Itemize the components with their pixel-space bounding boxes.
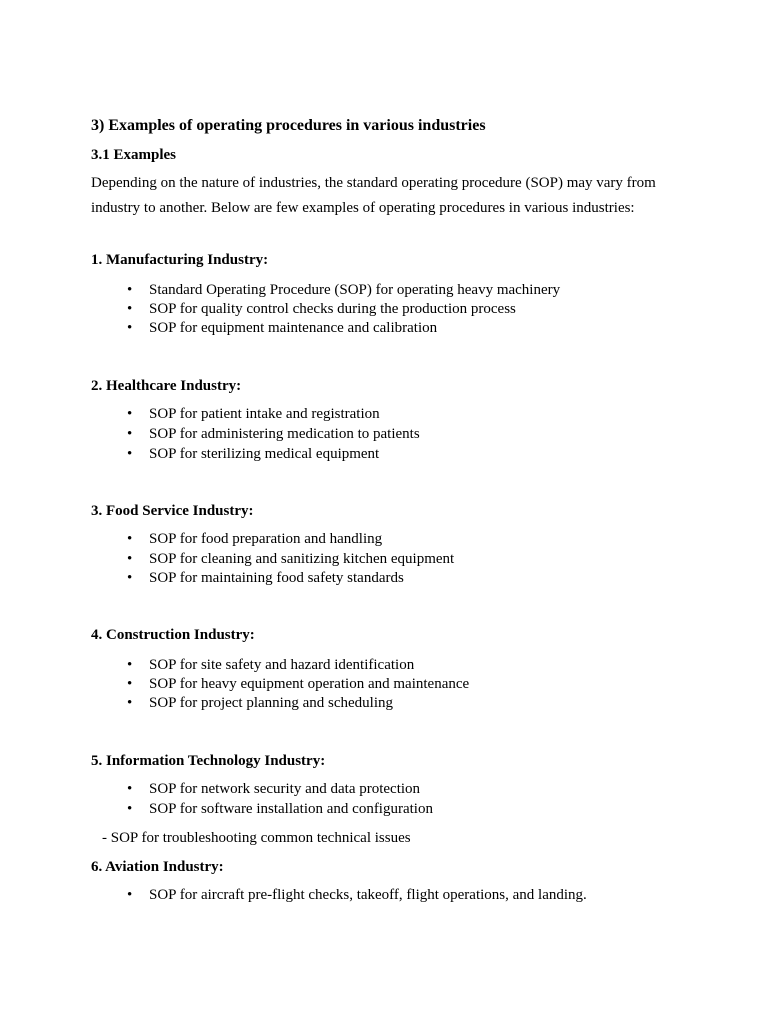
document-title: 3) Examples of operating procedures in various industries [91,117,486,134]
section-heading: 1. Manufacturing Industry: [91,252,269,268]
list-item: SOP for site safety and hazard identification [149,657,415,673]
list-item: SOP for cleaning and sanitizing kitchen equipment [149,551,455,567]
bullet-icon: • [127,801,133,817]
bullet-icon: • [127,282,133,298]
section-heading: 2. Healthcare Industry: [91,378,242,394]
list-item: SOP for maintaining food safety standards [149,570,404,586]
bullet-icon: • [127,426,133,442]
section-heading: 6. Aviation Industry: [91,859,224,875]
list-item: SOP for software installation and configuration [149,801,433,817]
bullet-icon: • [127,695,133,711]
list-item: SOP for administering medication to patients [149,426,420,442]
section-heading: 5. Information Technology Industry: [91,753,326,769]
list-item: SOP for aircraft pre-flight checks, takeoff, flight operations, and landing. [149,887,587,903]
bullet-icon: • [127,781,133,797]
bullet-icon: • [127,406,133,422]
list-item: SOP for project planning and scheduling [149,695,393,711]
bullet-icon: • [127,551,133,567]
section-heading: 4. Construction Industry: [91,627,255,643]
list-item: SOP for network security and data protection [149,781,421,797]
bullet-icon: • [127,531,133,547]
section-heading: 3. Food Service Industry: [91,503,254,519]
bullet-icon: • [127,446,133,462]
list-item: SOP for quality control checks during the production process [149,301,516,317]
list-item: SOP for sterilizing medical equipment [149,446,380,462]
bullet-icon: • [127,887,133,903]
list-item: Standard Operating Procedure (SOP) for operating heavy machinery [149,282,561,298]
list-item: SOP for patient intake and registration [149,406,380,422]
dash-list-item: - SOP for troubleshooting common technical issues [102,830,411,846]
list-item: SOP for heavy equipment operation and maintenance [149,676,470,692]
list-item: SOP for food preparation and handling [149,531,383,547]
intro-paragraph: Depending on the nature of industries, the standard operating procedure (SOP) may vary from industry to another. Below are few examples of operating procedures in various industries: [91,175,656,216]
bullet-icon: • [127,676,133,692]
bullet-icon: • [127,301,133,317]
bullet-icon: • [127,570,133,586]
section-subtitle: 3.1 Examples [91,147,177,163]
bullet-icon: • [127,657,133,673]
bullet-icon: • [127,320,133,336]
list-item: SOP for equipment maintenance and calibration [149,320,438,336]
